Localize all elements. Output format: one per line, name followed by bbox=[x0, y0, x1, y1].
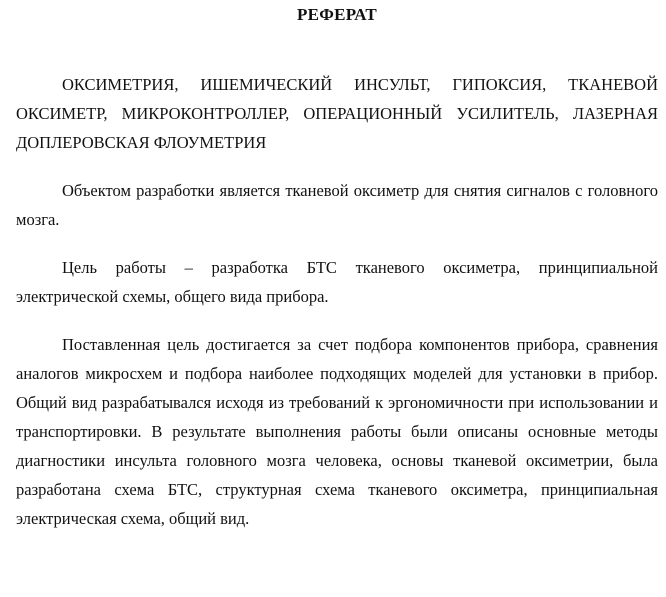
results-paragraph: Поставленная цель достигается за счет подбора компонентов прибора, сравнения аналогов микросхем и подбора наиболее подходящих моделей для установки в прибор. Общий вид разрабатывался исходя из требований к эргономичности при использовании и транспортировки. В результате выполнения работы были описаны основные методы диагностики инсульта головного мозга человека, основы тканевой оксиметрии, была разработана схема БТС, структурная схема тканевого оксиметра, принципиальная электрическая схема, общий вид. bbox=[16, 335, 658, 528]
abstract-title: РЕФЕРАТ bbox=[296, 5, 378, 24]
keywords-paragraph: ОКСИМЕТРИЯ, ИШЕМИЧЕСКИЙ ИНСУЛЬТ, ГИПОКСИЯ, ТКАНЕВОЙ ОКСИМЕТР, МИКРОКОНТРОЛЛЕР, ОПЕРАЦИОННЫЙ УСИЛИТЕЛЬ, ЛАЗЕРНАЯ ДОПЛЕРОВСКАЯ ФЛОУМЕТРИЯ bbox=[16, 75, 658, 152]
goal-paragraph: Цель работы – разработка БТС тканевого оксиметра, принципиальной электрической схемы, общего вида прибора. bbox=[16, 258, 658, 306]
object-paragraph: Объектом разработки является тканевой оксиметр для снятия сигналов с головного мозга. bbox=[16, 181, 658, 229]
